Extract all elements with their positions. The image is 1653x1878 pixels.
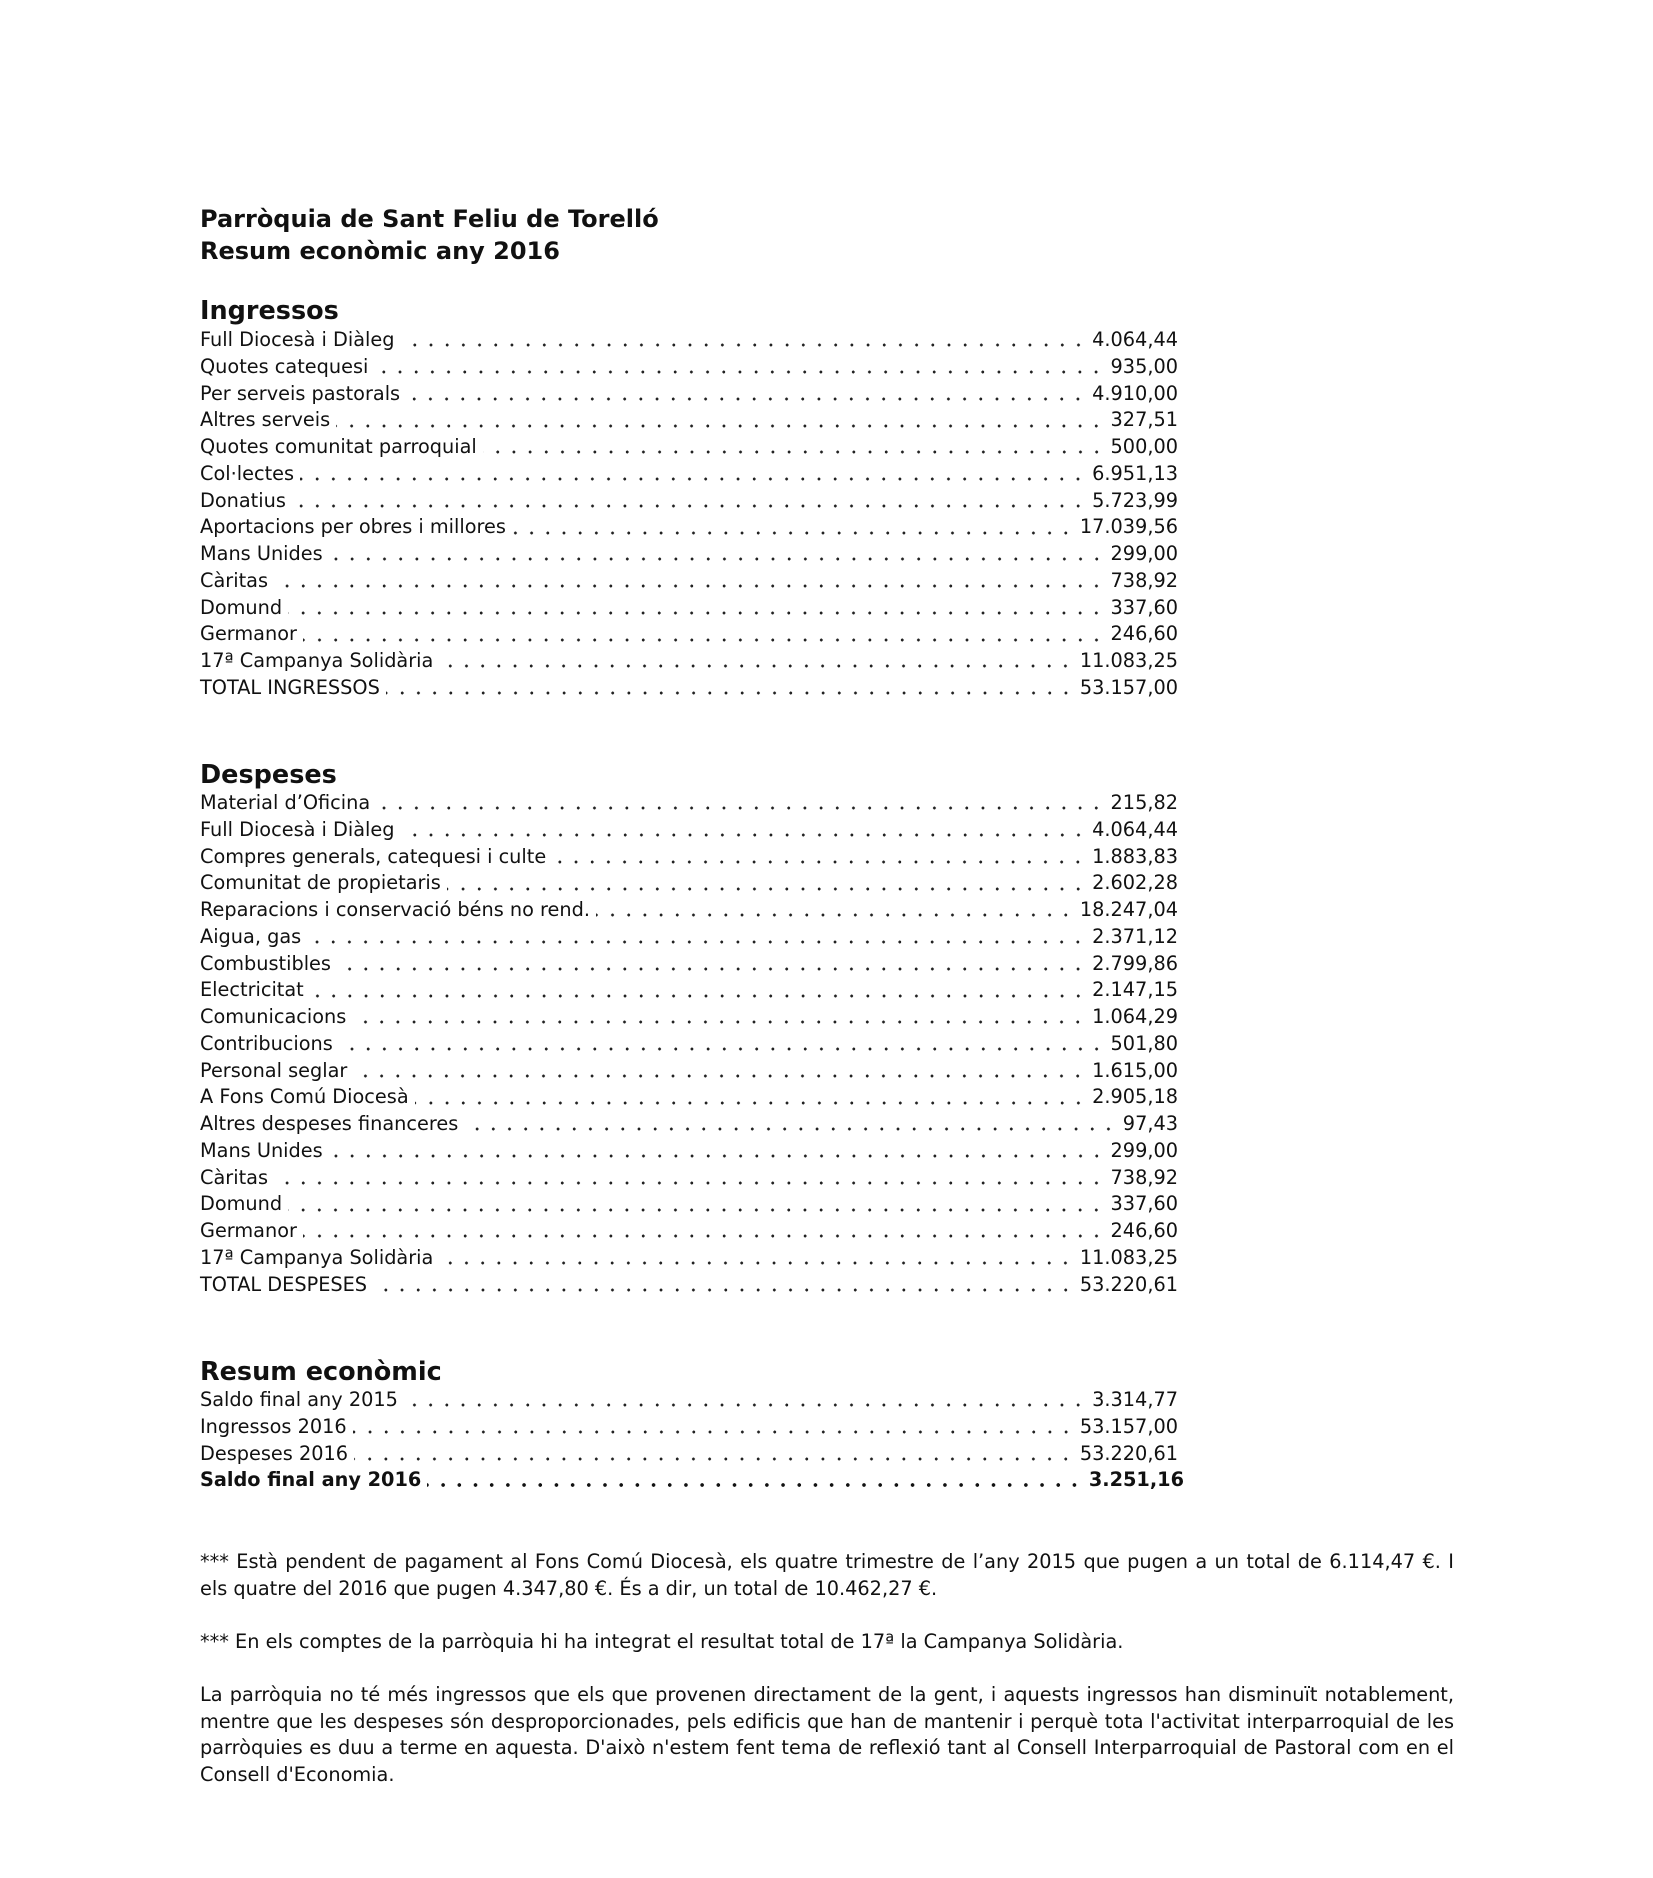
dot-leader — [352, 1020, 1086, 1024]
dot-leader — [329, 557, 1105, 561]
ledger-amount: 2.602,28 — [1092, 871, 1178, 895]
notes-block — [200, 1549, 1454, 1788]
ledger-row — [200, 354, 1178, 381]
dot-leader — [596, 913, 1074, 917]
ledger-label: Domund — [200, 595, 283, 619]
ledger-row — [200, 1245, 1178, 1272]
ledger-row — [200, 1058, 1178, 1085]
ledger-label: 17ª Campanya Solidària — [200, 1245, 434, 1269]
ledger-row — [200, 1111, 1178, 1138]
ledger-label: Electricitat — [200, 978, 304, 1002]
ledger-amount: 4.910,00 — [1092, 381, 1178, 405]
resum-heading: Resum econòmic — [200, 1357, 442, 1387]
ledger-amount: 3.314,77 — [1092, 1388, 1178, 1411]
dot-leader — [552, 860, 1086, 864]
ledger-amount: 4.064,44 — [1092, 817, 1178, 841]
ledger-row — [200, 1031, 1178, 1058]
despeses-list — [200, 790, 1178, 1298]
ledger-label: Aportacions per obres i millores — [200, 515, 506, 539]
ledger-label: Ingressos 2016 — [200, 1414, 347, 1438]
ledger-row — [200, 514, 1178, 541]
final-balance-label: Saldo final any 2016 — [200, 1468, 422, 1491]
ledger-row — [200, 1414, 1178, 1441]
ledger-amount: 299,00 — [1110, 1138, 1178, 1162]
dot-leader — [373, 1288, 1074, 1292]
final-balance-value: 3.251,16 — [1088, 1468, 1184, 1491]
ledger-label: TOTAL INGRESSOS — [200, 675, 380, 699]
dot-leader — [415, 1101, 1086, 1105]
ledger-amount: 299,00 — [1110, 542, 1178, 565]
ledger-amount: 246,60 — [1110, 1219, 1178, 1242]
dot-leader — [310, 994, 1086, 998]
ledger-label: 17ª Campanya Solidària — [200, 649, 434, 672]
ledger-label: Comunicacions — [200, 1005, 347, 1028]
ledger-amount: 327,51 — [1110, 408, 1178, 432]
dot-leader — [329, 1154, 1105, 1158]
dot-leader — [512, 531, 1074, 535]
ledger-amount: 53.220,61 — [1079, 1272, 1178, 1296]
dot-leader — [386, 691, 1074, 695]
ledger-label: Despeses 2016 — [200, 1441, 349, 1465]
ledger-row — [200, 924, 1178, 951]
dot-leader — [288, 611, 1104, 615]
ledger-amount: 5.723,99 — [1092, 488, 1178, 512]
dot-leader — [401, 833, 1087, 837]
ledger-label: Contribucions — [200, 1031, 333, 1055]
dot-leader — [339, 1047, 1105, 1051]
ledger-label: Combustibles — [200, 951, 331, 975]
ledger-label: Full Diocesà i Diàleg — [200, 817, 395, 841]
dot-leader — [300, 477, 1086, 481]
ledger-row — [200, 1084, 1178, 1111]
ledger-row — [200, 1138, 1178, 1165]
ledger-label: Personal seglar — [200, 1058, 348, 1082]
note-pending-payment: *** Està pendent de pagament al Fons Comú Diocesà, els quatre trimestre de l’any 2015 que pugen a un total de 6.114,47 €. I els quatre del 2016 que pugen 4.347,80 €. És a dir, un total de 10.462,27 €. — [200, 1550, 1454, 1600]
ledger-label: Aigua, gas — [200, 924, 302, 948]
title-parish: Parròquia de Sant Feliu de Torelló — [200, 205, 659, 233]
ledger-amount: 53.220,61 — [1079, 1441, 1178, 1465]
ledger-amount: 501,80 — [1110, 1031, 1178, 1055]
ingressos-heading: Ingressos — [200, 296, 339, 326]
dot-leader — [427, 1483, 1083, 1487]
ledger-row — [200, 595, 1178, 622]
ledger-amount: 4.064,44 — [1092, 328, 1178, 351]
ledger-row — [200, 817, 1178, 844]
final-balance-row — [200, 1467, 1184, 1494]
dot-leader — [376, 806, 1104, 810]
ledger-label: Germanor — [200, 622, 297, 646]
dot-leader — [374, 370, 1104, 374]
ledger-amount: 500,00 — [1110, 435, 1178, 458]
dot-leader — [353, 1430, 1074, 1434]
title-summary-year: Resum econòmic any 2016 — [200, 237, 560, 265]
despeses-heading: Despeses — [200, 760, 337, 790]
dot-leader — [464, 1127, 1117, 1131]
ledger-amount: 935,00 — [1110, 354, 1178, 378]
ledger-label: Reparacions i conservació béns no rend. — [200, 898, 590, 921]
ledger-amount: 2.799,86 — [1092, 951, 1178, 975]
note-campaign: *** En els comptes de la parròquia hi ha integrat el resultat total de 17ª la Campanya Solidària. — [200, 1629, 1124, 1653]
ledger-amount: 97,43 — [1122, 1112, 1178, 1135]
dot-leader — [354, 1457, 1074, 1461]
ledger-amount: 53.157,00 — [1079, 675, 1178, 699]
ledger-row — [200, 1004, 1178, 1031]
ledger-label: Col·lectes — [200, 461, 295, 485]
dot-leader — [404, 1403, 1086, 1407]
ledger-amount: 6.951,13 — [1092, 461, 1178, 485]
ledger-label: Saldo final any 2015 — [200, 1388, 398, 1411]
ledger-row — [200, 327, 1178, 354]
resum-list — [200, 1387, 1178, 1467]
ingressos-list — [200, 327, 1178, 702]
ledger-label: Material d’Oficina — [200, 791, 371, 814]
ledger-row — [200, 407, 1178, 434]
ledger-label: Mans Unides — [200, 542, 323, 565]
ledger-amount: 337,60 — [1110, 1192, 1178, 1216]
ledger-row — [200, 381, 1178, 408]
ledger-row — [200, 1387, 1178, 1414]
dot-leader — [439, 1261, 1074, 1265]
ledger-row — [200, 568, 1178, 595]
ledger-row — [200, 1441, 1178, 1468]
ledger-label: Domund — [200, 1192, 283, 1216]
ledger-label: Quotes comunitat parroquial — [200, 435, 477, 458]
ledger-row — [200, 897, 1178, 924]
ledger-row — [200, 434, 1178, 461]
ledger-row — [200, 1272, 1178, 1299]
ledger-row — [200, 648, 1178, 675]
ledger-label: TOTAL DESPESES — [200, 1272, 368, 1296]
ledger-amount: 18.247,04 — [1079, 898, 1178, 921]
ledger-row — [200, 1165, 1178, 1192]
ledger-label: A Fons Comú Diocesà — [200, 1085, 409, 1109]
dot-leader — [274, 584, 1105, 588]
dot-leader — [483, 450, 1105, 454]
ledger-amount: 1.615,00 — [1092, 1058, 1178, 1082]
ledger-label: Altres serveis — [200, 408, 331, 432]
dot-leader — [401, 343, 1087, 347]
ledger-row — [200, 977, 1178, 1004]
ledger-label: Comunitat de propietaris — [200, 871, 441, 895]
ledger-row — [200, 844, 1178, 871]
ledger-amount: 738,92 — [1110, 568, 1178, 592]
ledger-label: Donatius — [200, 488, 286, 512]
document-title — [200, 203, 659, 267]
note-paragraph: La parròquia no té més ingressos que els que provenen directament de la gent, i aquests ingressos han disminuït notablement, mentre que les despeses són desproporcionades, pels edificis que han de mantenir i perquè tota l'activitat interparroquial de les parròquies es duu a terme en aquesta. D'això n'estem fent tema de reflexió tant al Consell Interparroquial de Pastoral com en el Consell d'Economia. — [200, 1682, 1454, 1786]
dot-leader — [307, 940, 1086, 944]
ledger-row — [200, 951, 1178, 978]
dot-leader — [406, 397, 1086, 401]
ledger-label: Altres despeses financeres — [200, 1112, 459, 1135]
ledger-amount: 11.083,25 — [1079, 649, 1178, 672]
ledger-amount: 53.157,00 — [1079, 1414, 1178, 1438]
ledger-row — [200, 870, 1178, 897]
dot-leader — [274, 1181, 1105, 1185]
dot-leader — [336, 424, 1104, 428]
dot-leader — [292, 504, 1086, 508]
ledger-row — [200, 621, 1178, 648]
resum-final — [200, 1467, 1184, 1494]
ledger-label: Quotes catequesi — [200, 354, 369, 378]
ledger-row — [200, 1218, 1178, 1245]
ledger-amount: 246,60 — [1110, 622, 1178, 646]
ledger-amount: 337,60 — [1110, 595, 1178, 619]
ledger-label: Mans Unides — [200, 1138, 323, 1162]
ledger-row — [200, 1191, 1178, 1218]
ledger-label: Full Diocesà i Diàleg — [200, 328, 395, 351]
ledger-label: Germanor — [200, 1219, 297, 1242]
ledger-row — [200, 461, 1178, 488]
dot-leader — [303, 1234, 1105, 1238]
dot-leader — [447, 887, 1086, 891]
ledger-amount: 2.147,15 — [1092, 978, 1178, 1002]
ledger-amount: 11.083,25 — [1079, 1245, 1178, 1269]
ledger-label: Per serveis pastorals — [200, 381, 401, 405]
ledger-label: Càritas — [200, 568, 268, 592]
ledger-amount: 1.883,83 — [1092, 844, 1178, 868]
ledger-amount: 2.905,18 — [1092, 1085, 1178, 1109]
ledger-row — [200, 790, 1178, 817]
ledger-amount: 1.064,29 — [1092, 1005, 1178, 1028]
ledger-row — [200, 488, 1178, 515]
dot-leader — [353, 1074, 1086, 1078]
ledger-amount: 738,92 — [1110, 1165, 1178, 1189]
ledger-amount: 2.371,12 — [1092, 924, 1178, 948]
ledger-label: Compres generals, catequesi i culte — [200, 844, 547, 868]
ledger-amount: 215,82 — [1110, 791, 1178, 814]
dot-leader — [337, 967, 1086, 971]
dot-leader — [303, 638, 1105, 642]
dot-leader — [288, 1208, 1104, 1212]
ledger-amount: 17.039,56 — [1079, 515, 1178, 539]
ledger-label: Càritas — [200, 1165, 268, 1189]
dot-leader — [439, 664, 1074, 668]
ledger-row — [200, 675, 1178, 702]
ledger-row — [200, 541, 1178, 568]
